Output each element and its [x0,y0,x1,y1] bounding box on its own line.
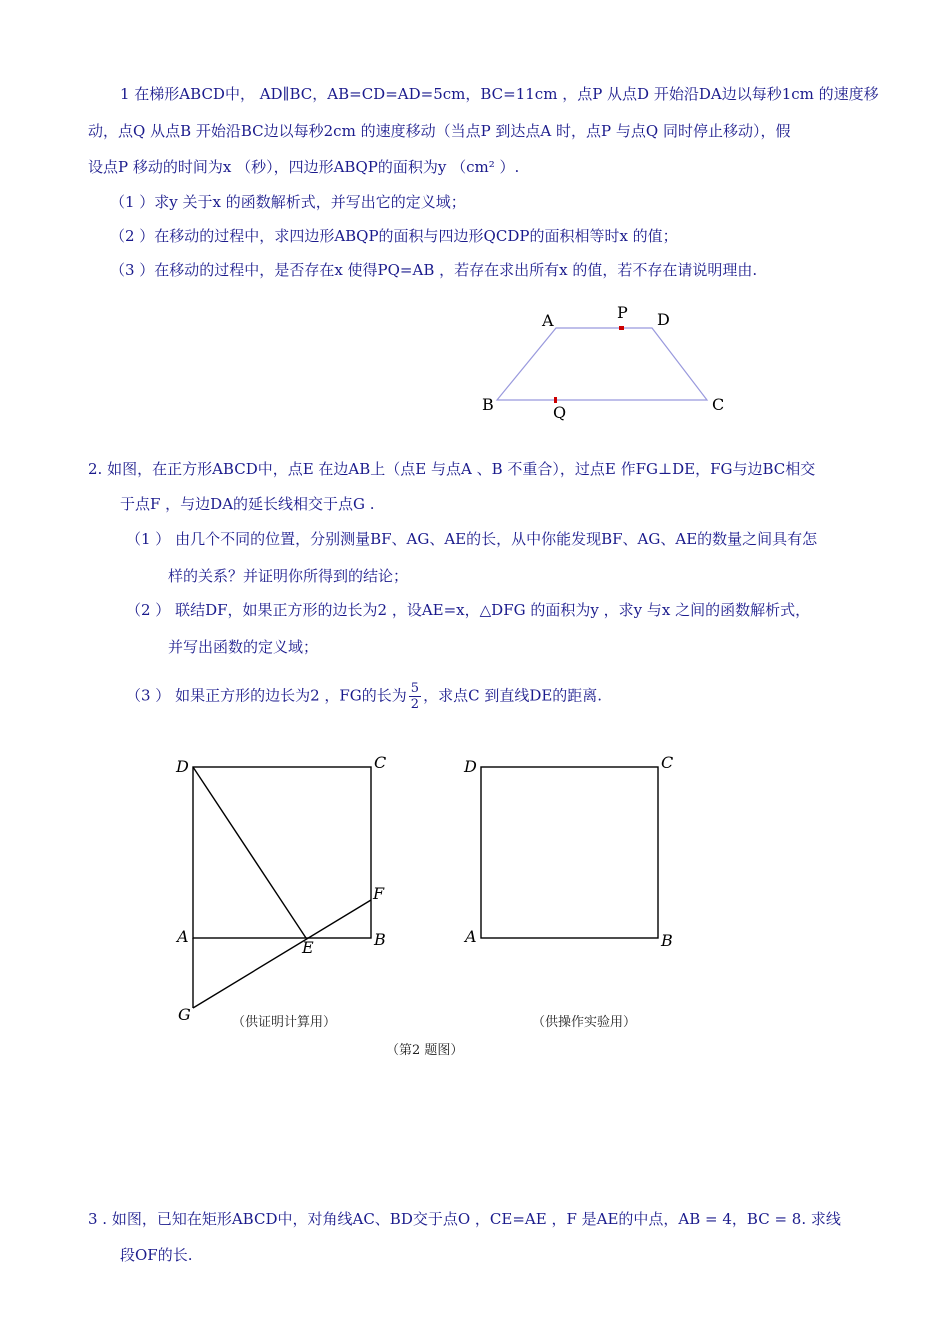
label-C-left: C [374,753,387,772]
problem1-question2: （2 ）在移动的过程中，求四边形ABQP的面积与四边形QCDP的面积相等时x 的值； [110,227,678,245]
question3-text-pre: （3 ） 如果正方形的边长为2 ，FG的长为 [126,686,407,705]
problem2-question2a: （2 ） 联结DF，如果正方形的边长为2 ，设AE=x，△DFG 的面积为y ，求y 与x 之间的函数解析式， [126,601,811,619]
question3-text-post: ，求点C 到直线DE的距离. [423,686,603,705]
fraction-numerator: 5 [410,681,420,696]
caption-experiment: （供操作实验用） [532,1015,637,1030]
problem3-line1: 3 . 如图，已知在矩形ABCD中，对角线AC、BD交于点O ，CE=AE ，F 是AE的中点，AB = 4，BC = 8. 求线 [88,1210,841,1228]
label-G-left: G [178,1005,191,1024]
label-E-left: E [302,938,314,957]
problem1-line3: 设点P 移动的时间为x （秒），四边形ABQP的面积为y （cm² ）. [88,158,520,176]
label-A-left: A [177,927,189,946]
label-A-right: A [465,927,477,946]
label-A: A [542,311,554,330]
label-B-left: B [374,930,386,949]
problem1-question1: （1 ）求y 关于x 的函数解析式，并写出它的定义域； [110,193,466,211]
problem2-question2b: 并写出函数的定义域； [168,638,319,656]
problem1-line2: 动，点Q 从点B 开始沿BC边以每秒2cm 的速度移动（当点P 到达点A 时，点P 与点Q 同时停止移动），假 [88,122,791,140]
label-C-right: C [661,753,674,772]
label-D-right: D [464,757,477,776]
label-D-left: D [176,757,189,776]
problem2-question1a: （1 ） 由几个不同的位置，分别测量BF、AG、AE的长，从中你能发现BF、AG、AE的数量之间具有怎 [126,530,818,548]
label-P: P [617,303,628,322]
figure2-caption: （第2 题图） [386,1043,464,1058]
fraction-denominator: 2 [410,697,420,712]
label-B-right: B [661,931,673,950]
label-Q: Q [553,403,567,422]
problem3-line2: 段OF的长. [120,1246,193,1264]
problem2-line2: 于点F ，与边DA的延长线相交于点G . [120,495,375,513]
label-F-left: F [373,884,385,903]
problem1-question3: （3 ）在移动的过程中，是否存在x 使得PQ=AB ，若存在求出所有x 的值，若不存在请说明理由. [110,261,758,279]
problem2-question1b: 样的关系？并证明你所得到的结论； [168,567,409,585]
label-C: C [712,395,725,414]
problem2-line1: 2. 如图，在正方形ABCD中，点E 在边AB上（点E 与点A 、B 不重合），过点E 作FG⊥DE，FG与边BC相交 [88,460,816,478]
problem1-line1: 1 在梯形ABCD中， AD∥BC，AB=CD=AD=5cm，BC=11cm ，点P 从点D 开始沿DA边以每秒1cm 的速度移 [120,85,879,103]
square-abcd-right [481,767,658,938]
caption-proof: （供证明计算用） [232,1015,337,1030]
label-B: B [482,395,494,414]
label-D: D [657,310,670,329]
